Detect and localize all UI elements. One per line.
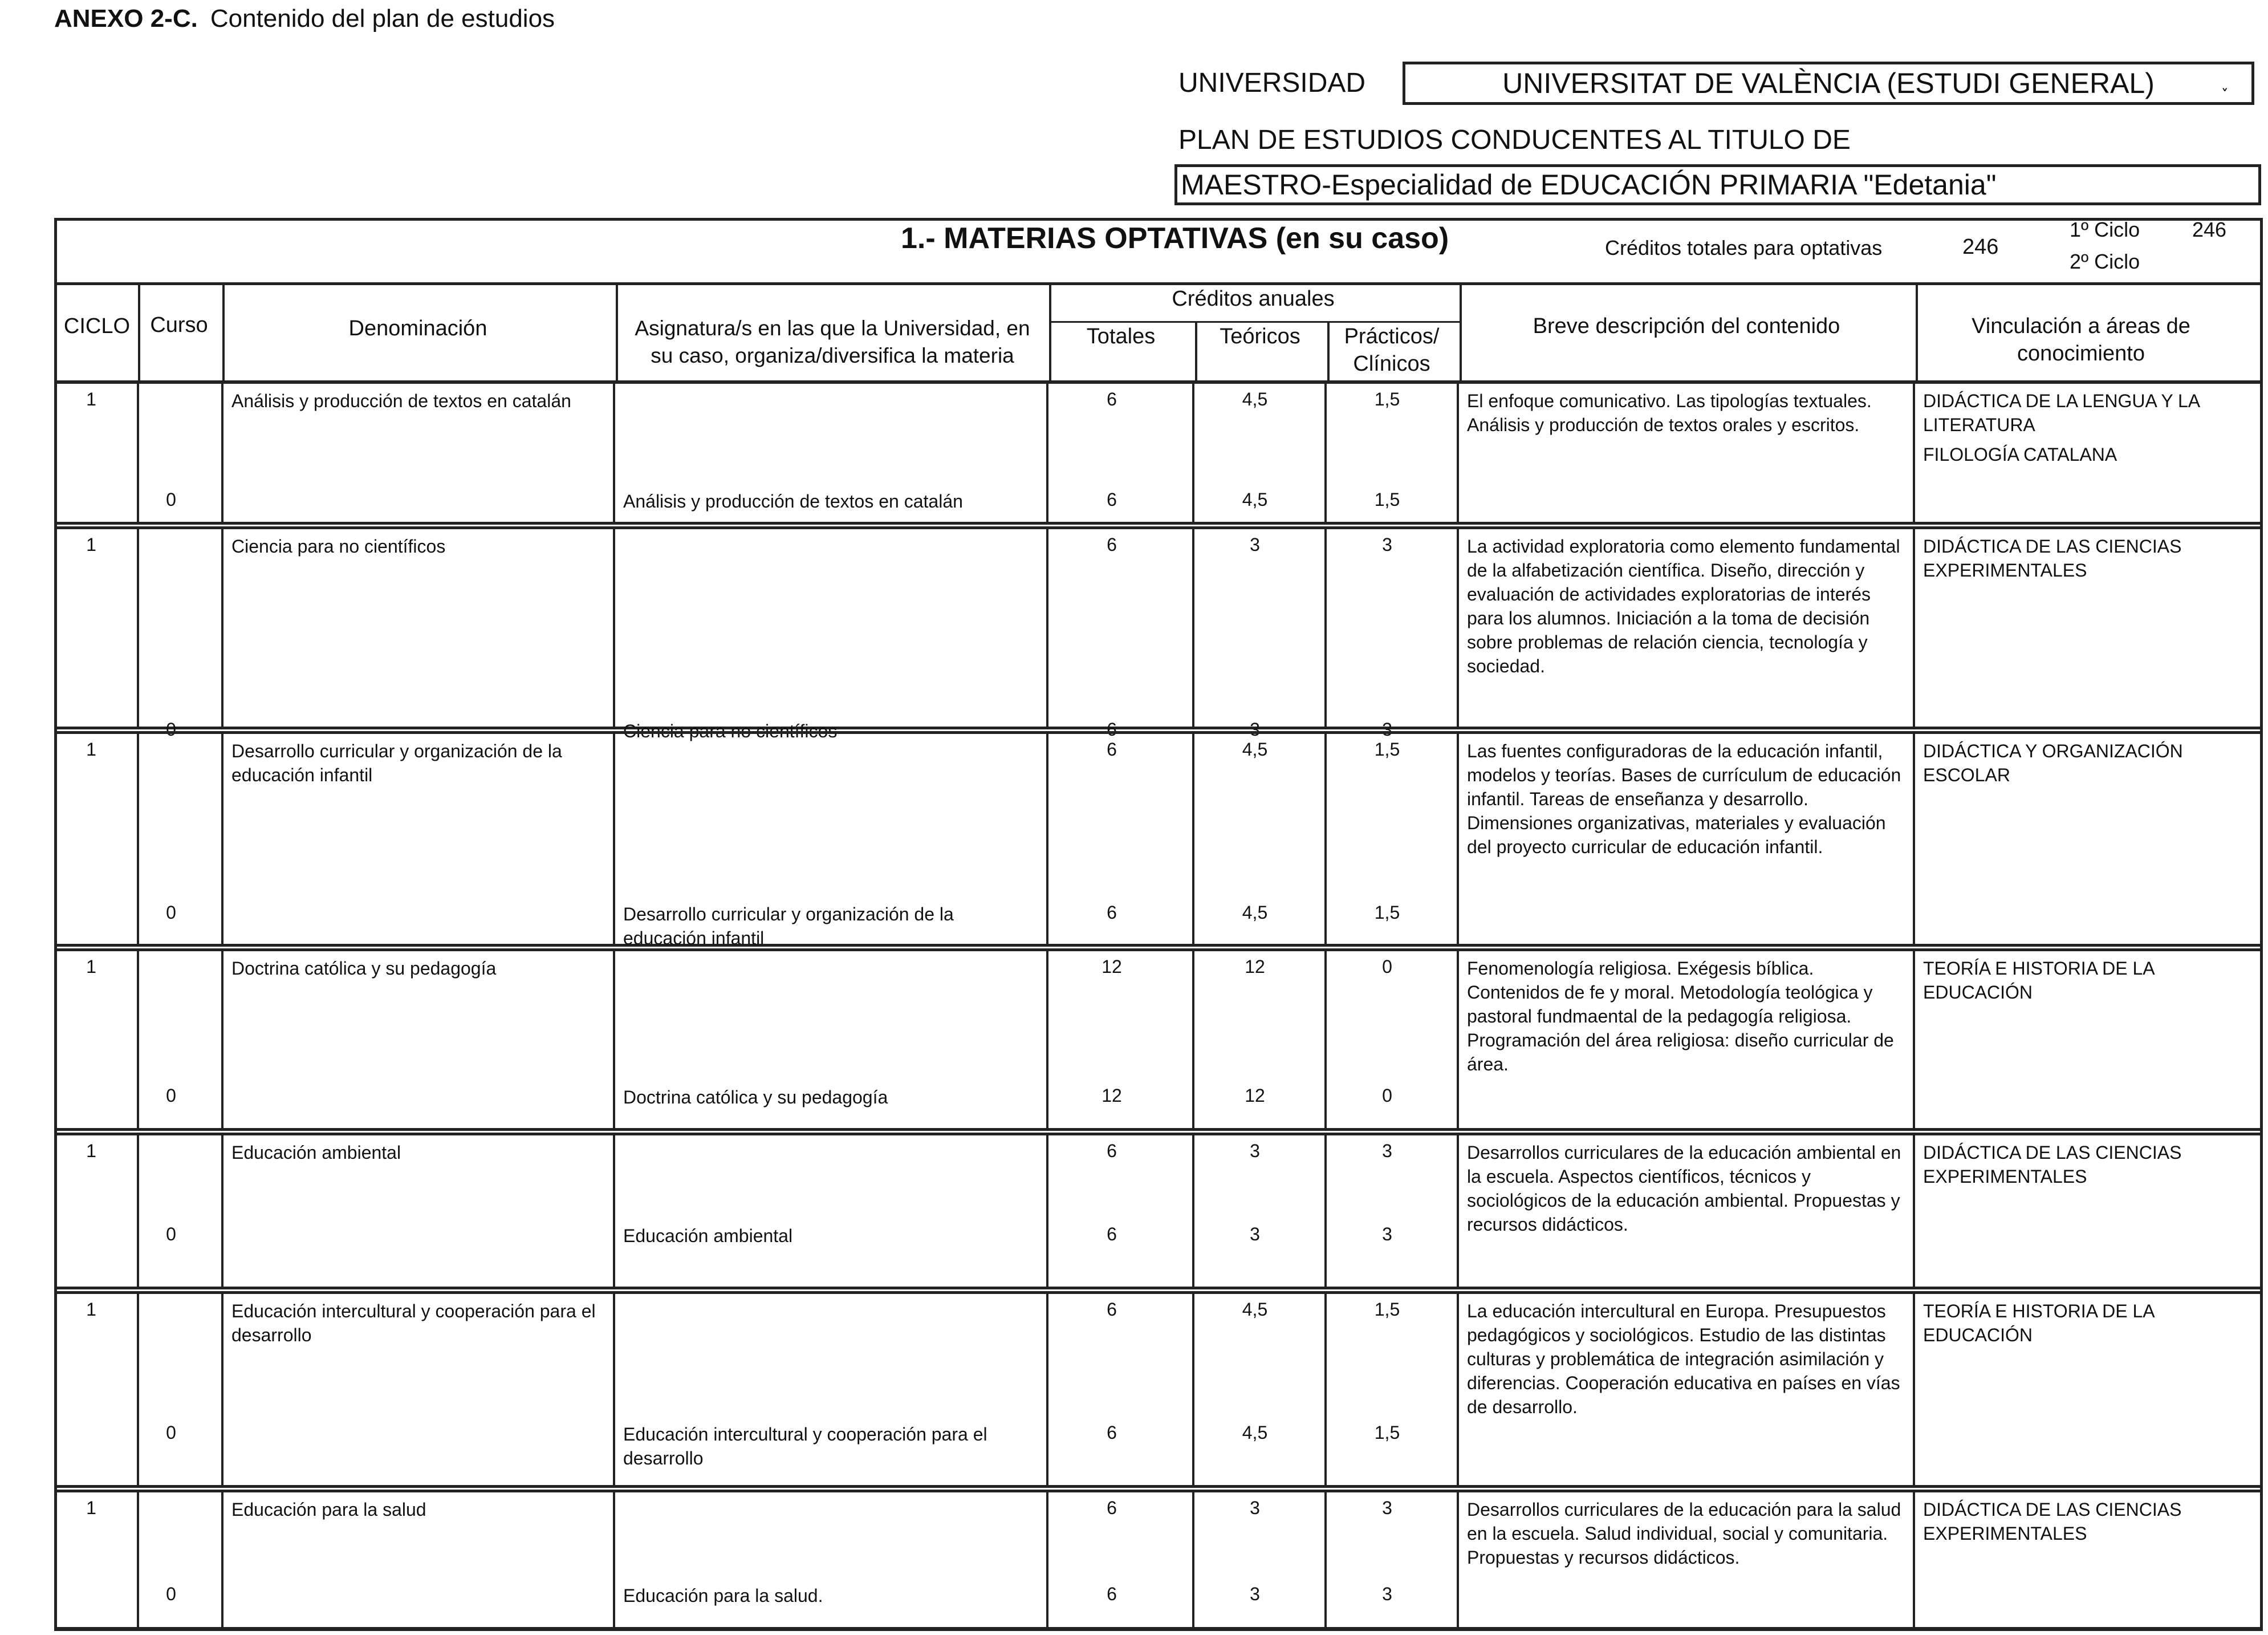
cell-asignatura: Educación intercultural y cooperación para el desarrollo bbox=[623, 1424, 987, 1468]
cell-descripcion: El enfoque comunicativo. Las tipologías textuales. Análisis y producción de textos orales y escritos. bbox=[1467, 391, 1872, 435]
cell-materia: Educación ambiental bbox=[231, 1142, 401, 1163]
cell-teoricos: 4,5 bbox=[1242, 389, 1268, 409]
column-divider bbox=[1324, 526, 1327, 729]
column-divider bbox=[1324, 1291, 1327, 1488]
annex-heading bbox=[54, 5, 555, 33]
cell-descripcion: Desarrollos curriculares de la educación ambiental en la escuela. Aspectos científicos, técnicos y sociológicos de la educación ambiental. Propuestas y recursos didácticos. bbox=[1467, 1142, 1901, 1235]
column-divider bbox=[137, 1291, 139, 1488]
column-divider bbox=[1192, 526, 1194, 729]
cell-curso: 0 bbox=[166, 719, 176, 740]
cell-asig-practicos: 3 bbox=[1382, 1584, 1392, 1604]
cell-curso: 0 bbox=[166, 1422, 176, 1443]
cell-materia: Análisis y producción de textos en catalán bbox=[231, 391, 571, 411]
column-divider bbox=[1913, 1291, 1915, 1488]
cell-descripcion: La actividad exploratoria como elemento fundamental de la alfabetización científica. Diseño, dirección y evaluación de actividades exploratorias de interés para los alumnos. Iniciación a la toma de decisión sobre problemas de relación ciencia, tecnología y sociedad. bbox=[1467, 536, 1900, 676]
cell-area: DIDÁCTICA DE LA LENGUA Y LA LITERATURA bbox=[1923, 391, 2200, 435]
header-ciclo: CICLO bbox=[63, 314, 131, 338]
column-divider bbox=[613, 526, 615, 729]
cell-descripcion: Las fuentes configuradoras de la educación infantil, modelos y teorías. Bases de currículum de educación infantil. Tareas de enseñanza y desarrollo. Dimensiones organizativas, materiales y evaluación del proyecto curricular de educación infantil. bbox=[1467, 741, 1901, 857]
column-divider bbox=[1046, 526, 1048, 729]
cell-asig-practicos: 1,5 bbox=[1374, 902, 1400, 923]
cell-teoricos: 4,5 bbox=[1242, 739, 1268, 760]
column-divider bbox=[1913, 1133, 1915, 1289]
cell-ciclo: 1 bbox=[86, 1299, 96, 1320]
cell-area: TEORÍA E HISTORIA DE LA EDUCACIÓN bbox=[1923, 1301, 2154, 1345]
cell-area: TEORÍA E HISTORIA DE LA EDUCACIÓN bbox=[1923, 958, 2154, 1003]
cell-materia: Ciencia para no científicos bbox=[231, 536, 446, 557]
column-divider bbox=[613, 1490, 615, 1630]
header-practicos: Prácticos/ Clínicos bbox=[1344, 324, 1440, 376]
column-divider bbox=[221, 1490, 223, 1630]
column-divider bbox=[1457, 1291, 1459, 1488]
cell-asig-teoricos: 4,5 bbox=[1242, 902, 1268, 923]
column-divider bbox=[1913, 731, 1915, 947]
cell-materia: Educación para la salud bbox=[231, 1499, 426, 1520]
cell-practicos: 3 bbox=[1382, 534, 1392, 555]
column-divider bbox=[1457, 1133, 1459, 1289]
ciclo1-label: 1º Ciclo bbox=[2070, 218, 2140, 241]
cell-practicos: 3 bbox=[1382, 1498, 1392, 1518]
column-divider bbox=[1913, 948, 1915, 1131]
column-divider bbox=[137, 1133, 139, 1289]
cell-asig-practicos: 3 bbox=[1382, 1224, 1392, 1244]
header-creditos: Créditos anuales bbox=[1172, 287, 1335, 311]
cell-materia: Doctrina católica y su pedagogía bbox=[231, 958, 497, 979]
header-totales: Totales bbox=[1086, 324, 1156, 348]
cell-asig-practicos: 3 bbox=[1382, 719, 1392, 740]
section-title: 1.- MATERIAS OPTATIVAS (en su caso) bbox=[901, 222, 1449, 255]
column-divider bbox=[137, 526, 139, 729]
column-divider bbox=[613, 381, 615, 525]
cell-totales: 6 bbox=[1107, 389, 1117, 409]
cell-ciclo: 1 bbox=[86, 1141, 96, 1161]
cell-teoricos: 3 bbox=[1250, 1141, 1260, 1161]
cell-asig-totales: 12 bbox=[1102, 1085, 1122, 1106]
cell-teoricos: 3 bbox=[1250, 534, 1260, 555]
header-vinculacion: Vinculación a áreas de conocimiento bbox=[1972, 314, 2190, 366]
column-divider bbox=[221, 1291, 223, 1488]
plan-label: PLAN DE ESTUDIOS CONDUCENTES AL TITULO DE bbox=[1178, 125, 1851, 155]
cell-asig-teoricos: 3 bbox=[1250, 719, 1260, 740]
annex-code: ANEXO 2-C. bbox=[54, 5, 198, 33]
column-divider bbox=[221, 731, 223, 947]
cell-materia: Desarrollo curricular y organización de la educación infantil bbox=[231, 741, 562, 785]
column-divider bbox=[1192, 1291, 1194, 1488]
cell-asig-totales: 6 bbox=[1107, 489, 1117, 510]
column-divider bbox=[1457, 1490, 1459, 1630]
dropdown-mark-icon: ˯ bbox=[2221, 67, 2229, 92]
cell-asig-practicos: 1,5 bbox=[1374, 1422, 1400, 1443]
cell-teoricos: 12 bbox=[1245, 956, 1265, 977]
cell-curso: 0 bbox=[166, 1584, 176, 1604]
cell-totales: 6 bbox=[1107, 1299, 1117, 1320]
header-asignatura: Asignatura/s en las que la Universidad, en su caso, organiza/diversifica la materia bbox=[635, 317, 1030, 367]
cell-totales: 6 bbox=[1107, 739, 1117, 760]
cell-descripcion: La educación intercultural en Europa. Presupuestos pedagógicos y sociológicos. Estudio de las distintas culturas y problemática de integración asimilación y diferencias. Cooperación educativa en países en vías de desarrollo. bbox=[1467, 1301, 1900, 1417]
column-divider bbox=[137, 1490, 139, 1630]
column-divider bbox=[1457, 948, 1459, 1131]
cell-asig-totales: 6 bbox=[1107, 902, 1117, 923]
cell-totales: 12 bbox=[1102, 956, 1122, 977]
cell-ciclo: 1 bbox=[86, 534, 96, 555]
cell-descripcion: Desarrollos curriculares de la educación para la salud en la escuela. Salud individual, social y comunitaria. Propuestas y recursos didácticos. bbox=[1467, 1499, 1901, 1568]
cell-area: DIDÁCTICA Y ORGANIZACIÓN ESCOLAR bbox=[1923, 741, 2183, 785]
column-divider bbox=[221, 948, 223, 1131]
header-descripcion: Breve descripción del contenido bbox=[1533, 314, 1840, 338]
cell-curso: 0 bbox=[166, 1085, 176, 1106]
cell-asig-teoricos: 4,5 bbox=[1242, 1422, 1268, 1443]
university-value: UNIVERSITAT DE VALÈNCIA (ESTUDI GENERAL) bbox=[1502, 67, 2155, 99]
column-divider bbox=[1457, 731, 1459, 947]
ciclo1-value: 246 bbox=[2192, 218, 2227, 241]
cell-ciclo: 1 bbox=[86, 1498, 96, 1518]
cell-asig-teoricos: 4,5 bbox=[1242, 489, 1268, 510]
annex-title: Contenido del plan de estudios bbox=[210, 5, 555, 33]
cell-area-2: FILOLOGÍA CATALANA bbox=[1923, 444, 2117, 465]
cell-asig-totales: 6 bbox=[1107, 1422, 1117, 1443]
cell-asignatura: Educación ambiental bbox=[623, 1226, 793, 1246]
cell-asignatura: Educación para la salud. bbox=[623, 1585, 823, 1606]
column-divider bbox=[1913, 1490, 1915, 1630]
cell-practicos: 1,5 bbox=[1374, 739, 1400, 760]
column-divider bbox=[221, 526, 223, 729]
cell-asignatura: Análisis y producción de textos en catalán bbox=[623, 491, 963, 512]
column-divider bbox=[613, 731, 615, 947]
cell-teoricos: 3 bbox=[1250, 1498, 1260, 1518]
header-teoricos: Teóricos bbox=[1220, 324, 1300, 348]
cell-asig-totales: 6 bbox=[1107, 1224, 1117, 1244]
header-curso: Curso bbox=[150, 313, 208, 337]
cell-asig-totales: 6 bbox=[1107, 1584, 1117, 1604]
credits-total-label: Créditos totales para optativas bbox=[1605, 236, 1883, 259]
cell-asignatura: Doctrina católica y su pedagogía bbox=[623, 1087, 888, 1107]
column-divider bbox=[1046, 1291, 1048, 1488]
cell-totales: 6 bbox=[1107, 534, 1117, 555]
column-divider bbox=[1913, 381, 1915, 525]
cell-area: DIDÁCTICA DE LAS CIENCIAS EXPERIMENTALES bbox=[1923, 536, 2182, 581]
cell-asig-practicos: 0 bbox=[1382, 1085, 1392, 1106]
cell-area: DIDÁCTICA DE LAS CIENCIAS EXPERIMENTALES bbox=[1923, 1142, 2182, 1187]
plan-field bbox=[1174, 164, 2261, 205]
column-divider bbox=[613, 948, 615, 1131]
cell-descripcion: Fenomenología religiosa. Exégesis bíblica. Contenidos de fe y moral. Metodología teológica y pastoral fundmaental de la pedagogía religiosa. Programación del área religiosa: diseño curricular de área. bbox=[1467, 958, 1894, 1074]
cell-asig-teoricos: 12 bbox=[1245, 1085, 1265, 1106]
cell-area: DIDÁCTICA DE LAS CIENCIAS EXPERIMENTALES bbox=[1923, 1499, 2182, 1544]
cell-asig-totales: 6 bbox=[1107, 719, 1117, 740]
cell-asignatura: Desarrollo curricular y organización de la educación infantil bbox=[623, 904, 954, 948]
cell-practicos: 3 bbox=[1382, 1141, 1392, 1161]
column-divider bbox=[221, 381, 223, 525]
cell-totales: 6 bbox=[1107, 1141, 1117, 1161]
cell-asig-teoricos: 3 bbox=[1250, 1224, 1260, 1244]
cell-asig-practicos: 1,5 bbox=[1374, 489, 1400, 510]
credits-total-value: 246 bbox=[1962, 235, 1999, 259]
cell-ciclo: 1 bbox=[86, 956, 96, 977]
ciclo2-label: 2º Ciclo bbox=[2070, 250, 2140, 273]
university-label: UNIVERSIDAD bbox=[1178, 68, 1366, 98]
cell-asignatura: Ciencia para no científicos bbox=[623, 721, 838, 741]
cell-practicos: 1,5 bbox=[1374, 1299, 1400, 1320]
cell-ciclo: 1 bbox=[86, 739, 96, 760]
column-divider bbox=[613, 1133, 615, 1289]
header-denominacion: Denominación bbox=[348, 317, 487, 340]
cell-curso: 0 bbox=[166, 489, 176, 510]
cell-curso: 0 bbox=[166, 902, 176, 923]
cell-curso: 0 bbox=[166, 1224, 176, 1244]
column-divider bbox=[221, 1133, 223, 1289]
cell-teoricos: 4,5 bbox=[1242, 1299, 1268, 1320]
column-divider bbox=[613, 1291, 615, 1488]
plan-value: MAESTRO-Especialidad de EDUCACIÓN PRIMARIA "Edetania" bbox=[1181, 169, 1997, 201]
column-divider bbox=[1457, 526, 1459, 729]
cell-asig-teoricos: 3 bbox=[1250, 1584, 1260, 1604]
cell-materia: Educación intercultural y cooperación para el desarrollo bbox=[231, 1301, 596, 1345]
column-divider bbox=[1457, 381, 1459, 525]
cell-practicos: 1,5 bbox=[1374, 389, 1400, 409]
cell-ciclo: 1 bbox=[86, 389, 96, 409]
cell-totales: 6 bbox=[1107, 1498, 1117, 1518]
column-divider bbox=[1913, 526, 1915, 729]
university-field bbox=[1403, 62, 2254, 105]
cell-practicos: 0 bbox=[1382, 956, 1392, 977]
